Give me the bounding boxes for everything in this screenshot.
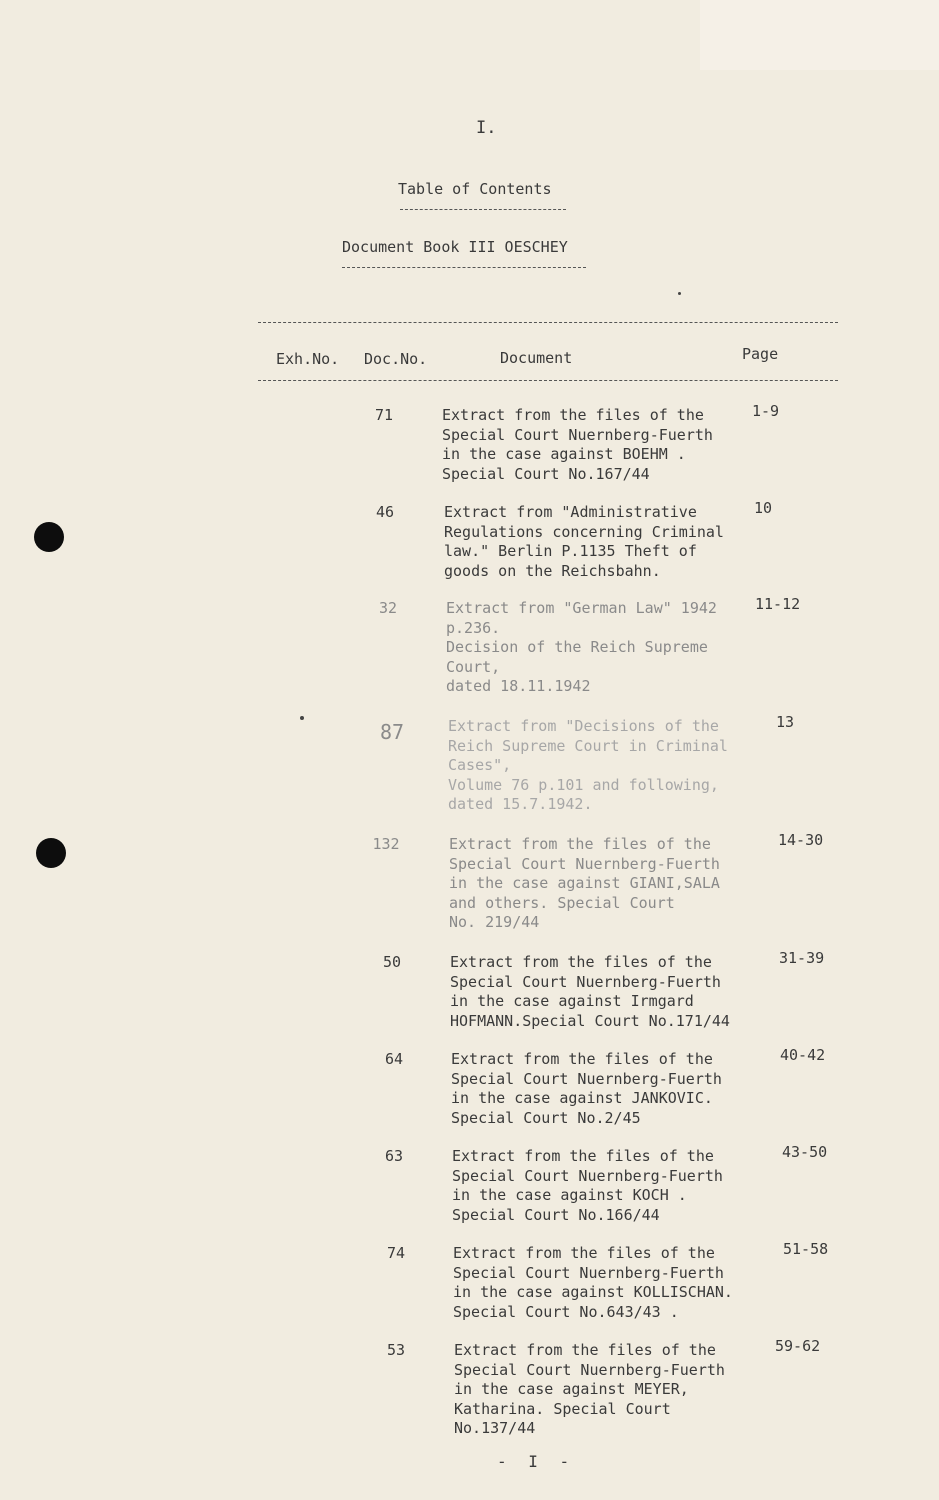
entry-page-range: 10 bbox=[754, 499, 773, 517]
entry-doc-no: 71 bbox=[374, 406, 394, 424]
entry-description-line: law." Berlin P.1135 Theft of bbox=[444, 542, 697, 560]
entry-description-line: Special Court No.167/44 bbox=[442, 464, 650, 483]
page-numeral: I. bbox=[476, 118, 497, 138]
entry-description-line: in the case against Irmgard bbox=[450, 992, 694, 1010]
entry-page-range: 31-39 bbox=[779, 949, 825, 967]
entry-page-range: 51-58 bbox=[783, 1240, 829, 1258]
page-footer-marker: - I - bbox=[497, 1452, 576, 1471]
entry-description-line: Special Court Nuernberg-Fuerth bbox=[450, 972, 721, 991]
entry-page-range: 11-12 bbox=[755, 595, 801, 613]
entry-description-line: No. 219/44 bbox=[449, 913, 540, 931]
paper-speck bbox=[300, 716, 304, 720]
entry-description-line: dated 15.7.1942. bbox=[448, 795, 593, 813]
entry-doc-no: 32 bbox=[378, 599, 398, 617]
entry-description bbox=[448, 717, 768, 815]
entry-description-line: in the case against MEYER, bbox=[454, 1380, 689, 1398]
entry-description bbox=[453, 1244, 773, 1322]
punch-hole bbox=[36, 838, 66, 868]
column-header-page: Page bbox=[742, 345, 779, 363]
entry-description-line: Extract from the files of the bbox=[452, 1147, 714, 1165]
entry-description bbox=[442, 406, 762, 484]
entry-description bbox=[449, 835, 769, 933]
entry-description-line: Extract from the files of the bbox=[454, 1341, 716, 1359]
paper-speck bbox=[678, 292, 681, 295]
entry-description-line: Special Court No.643/43 . bbox=[453, 1302, 679, 1321]
entry-description bbox=[450, 953, 770, 1031]
entry-description-line: HOFMANN.Special Court No.171/44 bbox=[450, 1011, 730, 1030]
entry-description-line: in the case against JANKOVIC. bbox=[451, 1089, 713, 1107]
entry-description-line: Volume 76 p.101 and following, bbox=[448, 775, 719, 794]
entry-description-line: Extract from the files of the bbox=[451, 1050, 713, 1068]
entry-doc-no: 53 bbox=[386, 1341, 406, 1359]
entry-page-range: 43-50 bbox=[782, 1143, 828, 1161]
entry-description-line: Extract from the files of the bbox=[453, 1244, 715, 1262]
entry-description-line: Extract from "German Law" 1942 bbox=[446, 599, 717, 617]
punch-hole bbox=[34, 522, 64, 552]
entry-description-line: Special Court Nuernberg-Fuerth bbox=[449, 854, 720, 873]
entry-description bbox=[452, 1147, 772, 1225]
entry-description bbox=[451, 1050, 771, 1128]
entry-page-range: 40-42 bbox=[780, 1046, 826, 1064]
entry-page-range: 14-30 bbox=[778, 831, 824, 849]
toc-title: Table of Contents bbox=[398, 180, 552, 198]
entry-description-line: in the case against KOLLISCHAN. bbox=[453, 1283, 733, 1301]
entry-description-line: Special Court No.2/45 bbox=[451, 1108, 641, 1127]
entry-description-line: dated 18.11.1942 bbox=[446, 677, 591, 695]
entry-description-line: Katharina. Special Court bbox=[454, 1399, 671, 1418]
entry-description-line: Extract from "Administrative bbox=[444, 503, 697, 521]
entry-description bbox=[446, 599, 766, 697]
entry-description-line: Court, bbox=[446, 657, 501, 676]
entry-page-range: 1-9 bbox=[752, 402, 780, 420]
entry-description-line: p.236. bbox=[446, 618, 501, 637]
entry-description-line: Special Court No.166/44 bbox=[452, 1205, 660, 1224]
column-header-exh-no: Exh.No. bbox=[276, 350, 340, 368]
column-header-doc-no: Doc.No. bbox=[364, 350, 428, 368]
entry-description-line: Reich Supreme Court in Criminal bbox=[448, 736, 728, 755]
entry-description-line: Decision of the Reich Supreme bbox=[446, 638, 708, 656]
entry-description-line: Extract from the files of the bbox=[442, 406, 704, 424]
entry-description-line: Cases", bbox=[448, 756, 512, 774]
header-bottom-rule bbox=[258, 380, 838, 381]
entry-description-line: Extract from the files of the bbox=[449, 835, 711, 853]
entry-description-line: Special Court Nuernberg-Fuerth bbox=[442, 425, 713, 444]
entry-description-line: Regulations concerning Criminal bbox=[444, 522, 724, 541]
entry-description-line: in the case against KOCH . bbox=[452, 1186, 687, 1204]
entry-doc-no: 63 bbox=[384, 1147, 404, 1165]
book-title: Document Book III OESCHEY bbox=[342, 238, 568, 256]
entry-page-range: 59-62 bbox=[775, 1337, 821, 1355]
entry-description-line: Extract from "Decisions of the bbox=[448, 717, 719, 735]
book-title-underline bbox=[342, 267, 586, 268]
entry-doc-no: 74 bbox=[386, 1244, 406, 1262]
entry-description-line: goods on the Reichsbahn. bbox=[444, 561, 661, 580]
entry-description-line: Special Court Nuernberg-Fuerth bbox=[452, 1166, 723, 1185]
entry-description-line: Special Court Nuernberg-Fuerth bbox=[454, 1360, 725, 1379]
entry-description bbox=[444, 503, 764, 581]
entry-description-line: Special Court Nuernberg-Fuerth bbox=[451, 1069, 722, 1088]
table-top-rule bbox=[258, 322, 838, 323]
title-underline bbox=[400, 209, 566, 210]
entry-doc-no: 46 bbox=[375, 503, 395, 521]
entry-doc-no: 132 bbox=[372, 835, 400, 853]
entry-description-line: in the case against BOEHM . bbox=[442, 445, 686, 463]
entry-description-line: Special Court Nuernberg-Fuerth bbox=[453, 1263, 724, 1282]
entry-description bbox=[454, 1341, 774, 1439]
entry-description-line: Extract from the files of the bbox=[450, 953, 712, 971]
entry-description-line: and others. Special Court bbox=[449, 893, 675, 912]
entry-page-range: 13 bbox=[776, 713, 795, 731]
paper-patch bbox=[700, 0, 939, 70]
entry-doc-no: 87 bbox=[379, 720, 405, 744]
entry-doc-no: 50 bbox=[382, 953, 402, 971]
entry-description-line: in the case against GIANI,SALA bbox=[449, 874, 720, 892]
entry-doc-no: 64 bbox=[384, 1050, 404, 1068]
column-header-document: Document bbox=[500, 349, 573, 367]
entry-description-line: No.137/44 bbox=[454, 1419, 536, 1437]
